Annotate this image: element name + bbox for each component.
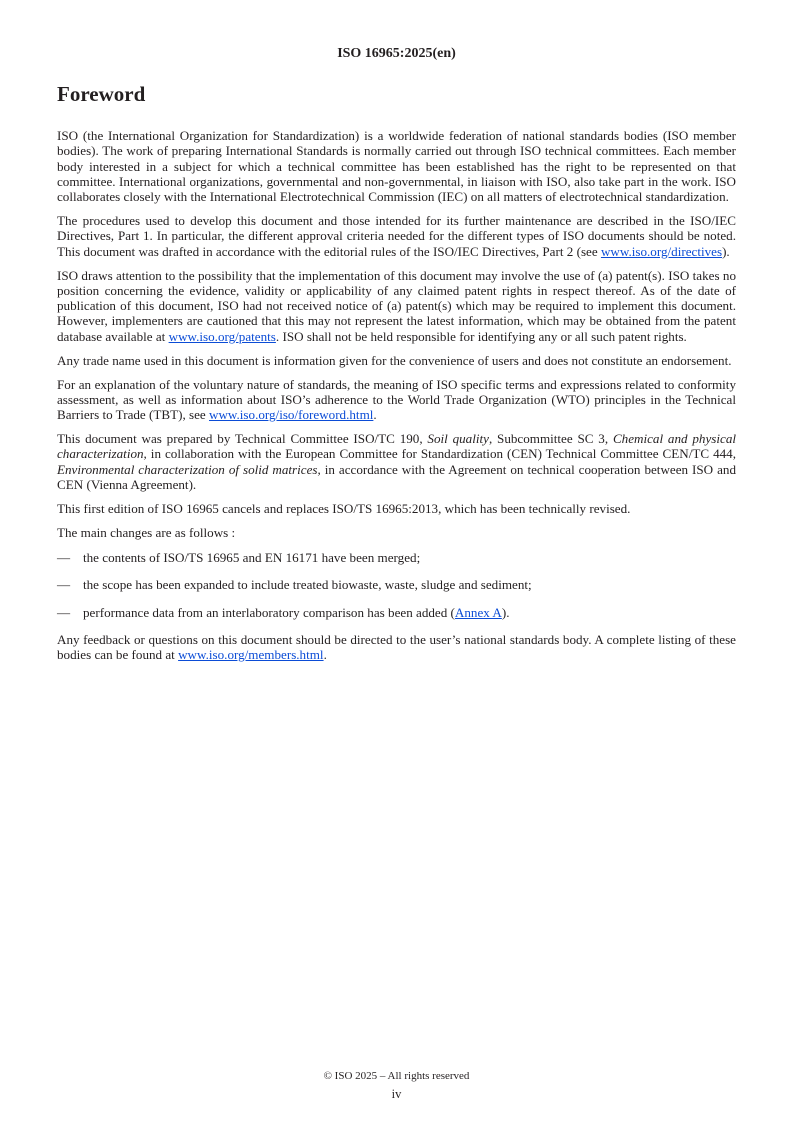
paragraph-text: performance data from an interlaboratory comparison has been added (	[83, 604, 455, 620]
paragraph-main-changes: The main changes are as follows :	[57, 524, 236, 540]
paragraph-text: For an explanation of the voluntary nature of standards, the meaning of ISO specific terms and expressions related to conformity assessment, as well as information about ISO’s adherence to the World Trade Organization (WTO) principles in the Technical Barriers to Trade (TBT), see	[57, 376, 736, 423]
paragraph-text: ISO draws attention to the possibility that the implementation of this document may involve the use of (a) patent(s). ISO takes no position concerning the evidence, validity or applicability of any claimed patent rights in respect thereof. As of the date of publication of this document, ISO had not received notice of (a) patent(s) which may be required to implement this document. However, implementers are cautioned that this may not represent the latest information, which may be obtained from the patent database available at	[57, 267, 736, 344]
list-item-text: the contents of ISO/TS 16965 and EN 16171 have been merged;	[83, 549, 421, 565]
paragraph-feedback	[57, 632, 736, 663]
paragraph-committee	[57, 431, 736, 492]
committee-title-italic: Soil quality	[427, 431, 489, 447]
list-item	[57, 577, 736, 592]
paragraph-text: . ISO shall not be held responsible for identifying any or all such patent rights.	[275, 328, 687, 344]
foreword-body	[57, 128, 736, 671]
paragraph-text: ).	[722, 243, 730, 259]
annex-a-link[interactable]: Annex A	[454, 604, 502, 620]
list-item	[57, 550, 736, 565]
patents-link[interactable]: www.iso.org/patents	[168, 328, 276, 344]
paragraph-text: , Subcommittee SC 3,	[488, 431, 613, 447]
paragraph-text: .	[373, 407, 377, 423]
page-number: iv	[391, 1087, 402, 1101]
directives-link[interactable]: www.iso.org/directives	[600, 243, 723, 259]
paragraph-edition: This first edition of ISO 16965 cancels and replaces ISO/TS 16965:2013, which has been technically revised.	[57, 500, 631, 516]
foreword-link[interactable]: www.iso.org/iso/foreword.html	[209, 407, 374, 423]
paragraph-text: Any feedback or questions on this document should be directed to the user’s national standards body. A complete listing of these bodies can be found at	[57, 631, 736, 663]
em-dash-bullet: —	[57, 604, 71, 620]
page-title: Foreword	[57, 82, 146, 106]
paragraph-patents	[57, 268, 736, 344]
paragraph-text: .	[323, 647, 327, 663]
list-item-text: the scope has been expanded to include treated biowaste, waste, sludge and sediment;	[83, 577, 532, 593]
page-footer	[0, 1067, 793, 1103]
paragraph-text: This document was prepared by Technical Committee ISO/TC 190,	[57, 431, 428, 447]
subcommittee-title-italic: Chemical and physical characterization,	[57, 431, 736, 462]
list-item-text	[83, 605, 736, 620]
paragraph-text: The procedures used to develop this document and those intended for its further maintenance are described in the ISO/IEC Directives, Part 1. In particular, the different approval criteria needed for the different types of ISO documents should be noted. This document was drafted in accordance with the editorial rules of the ISO/IEC Directives, Part 2 (see	[57, 213, 736, 259]
paragraph-procedures	[57, 213, 736, 259]
cen-committee-title-italic: Environmental characterization of solid matrices,	[57, 461, 321, 477]
paragraph-trade-name: Any trade name used in this document is information given for the convenience of users and does not constitute an endorsement.	[57, 352, 732, 368]
list-item	[57, 605, 736, 620]
document-header: ISO 16965:2025(en)	[337, 46, 456, 61]
members-link[interactable]: www.iso.org/members.html	[178, 647, 324, 663]
paragraph-text: in collaboration with the European Committee for Standardization (CEN) Technical Committee CEN/TC 444,	[146, 446, 736, 462]
paragraph-text: ).	[501, 604, 510, 620]
em-dash-bullet: —	[57, 577, 71, 593]
em-dash-bullet: —	[57, 549, 71, 565]
changes-list	[57, 550, 736, 620]
paragraph-text: in accordance with the Agreement on technical cooperation between ISO and CEN (Vienna Agreement).	[57, 461, 737, 492]
copyright-notice: © ISO 2025 – All rights reserved	[323, 1070, 470, 1082]
paragraph-voluntary-nature	[57, 377, 736, 423]
paragraph-iso-intro: ISO (the International Organization for Standardization) is a worldwide federation of national standards bodies (ISO member bodies). The work of preparing International Standards is normally carried out through ISO technical committees. Each member body interested in a subject for which a technical committee has been established has the right to be represented on that committee. International organizations, governmental and non-governmental, in liaison with ISO, also take part in the work. ISO collaborates closely with the International Electrotechnical Commission (IEC) on all matters of electrotechnical standardization.	[57, 128, 736, 205]
